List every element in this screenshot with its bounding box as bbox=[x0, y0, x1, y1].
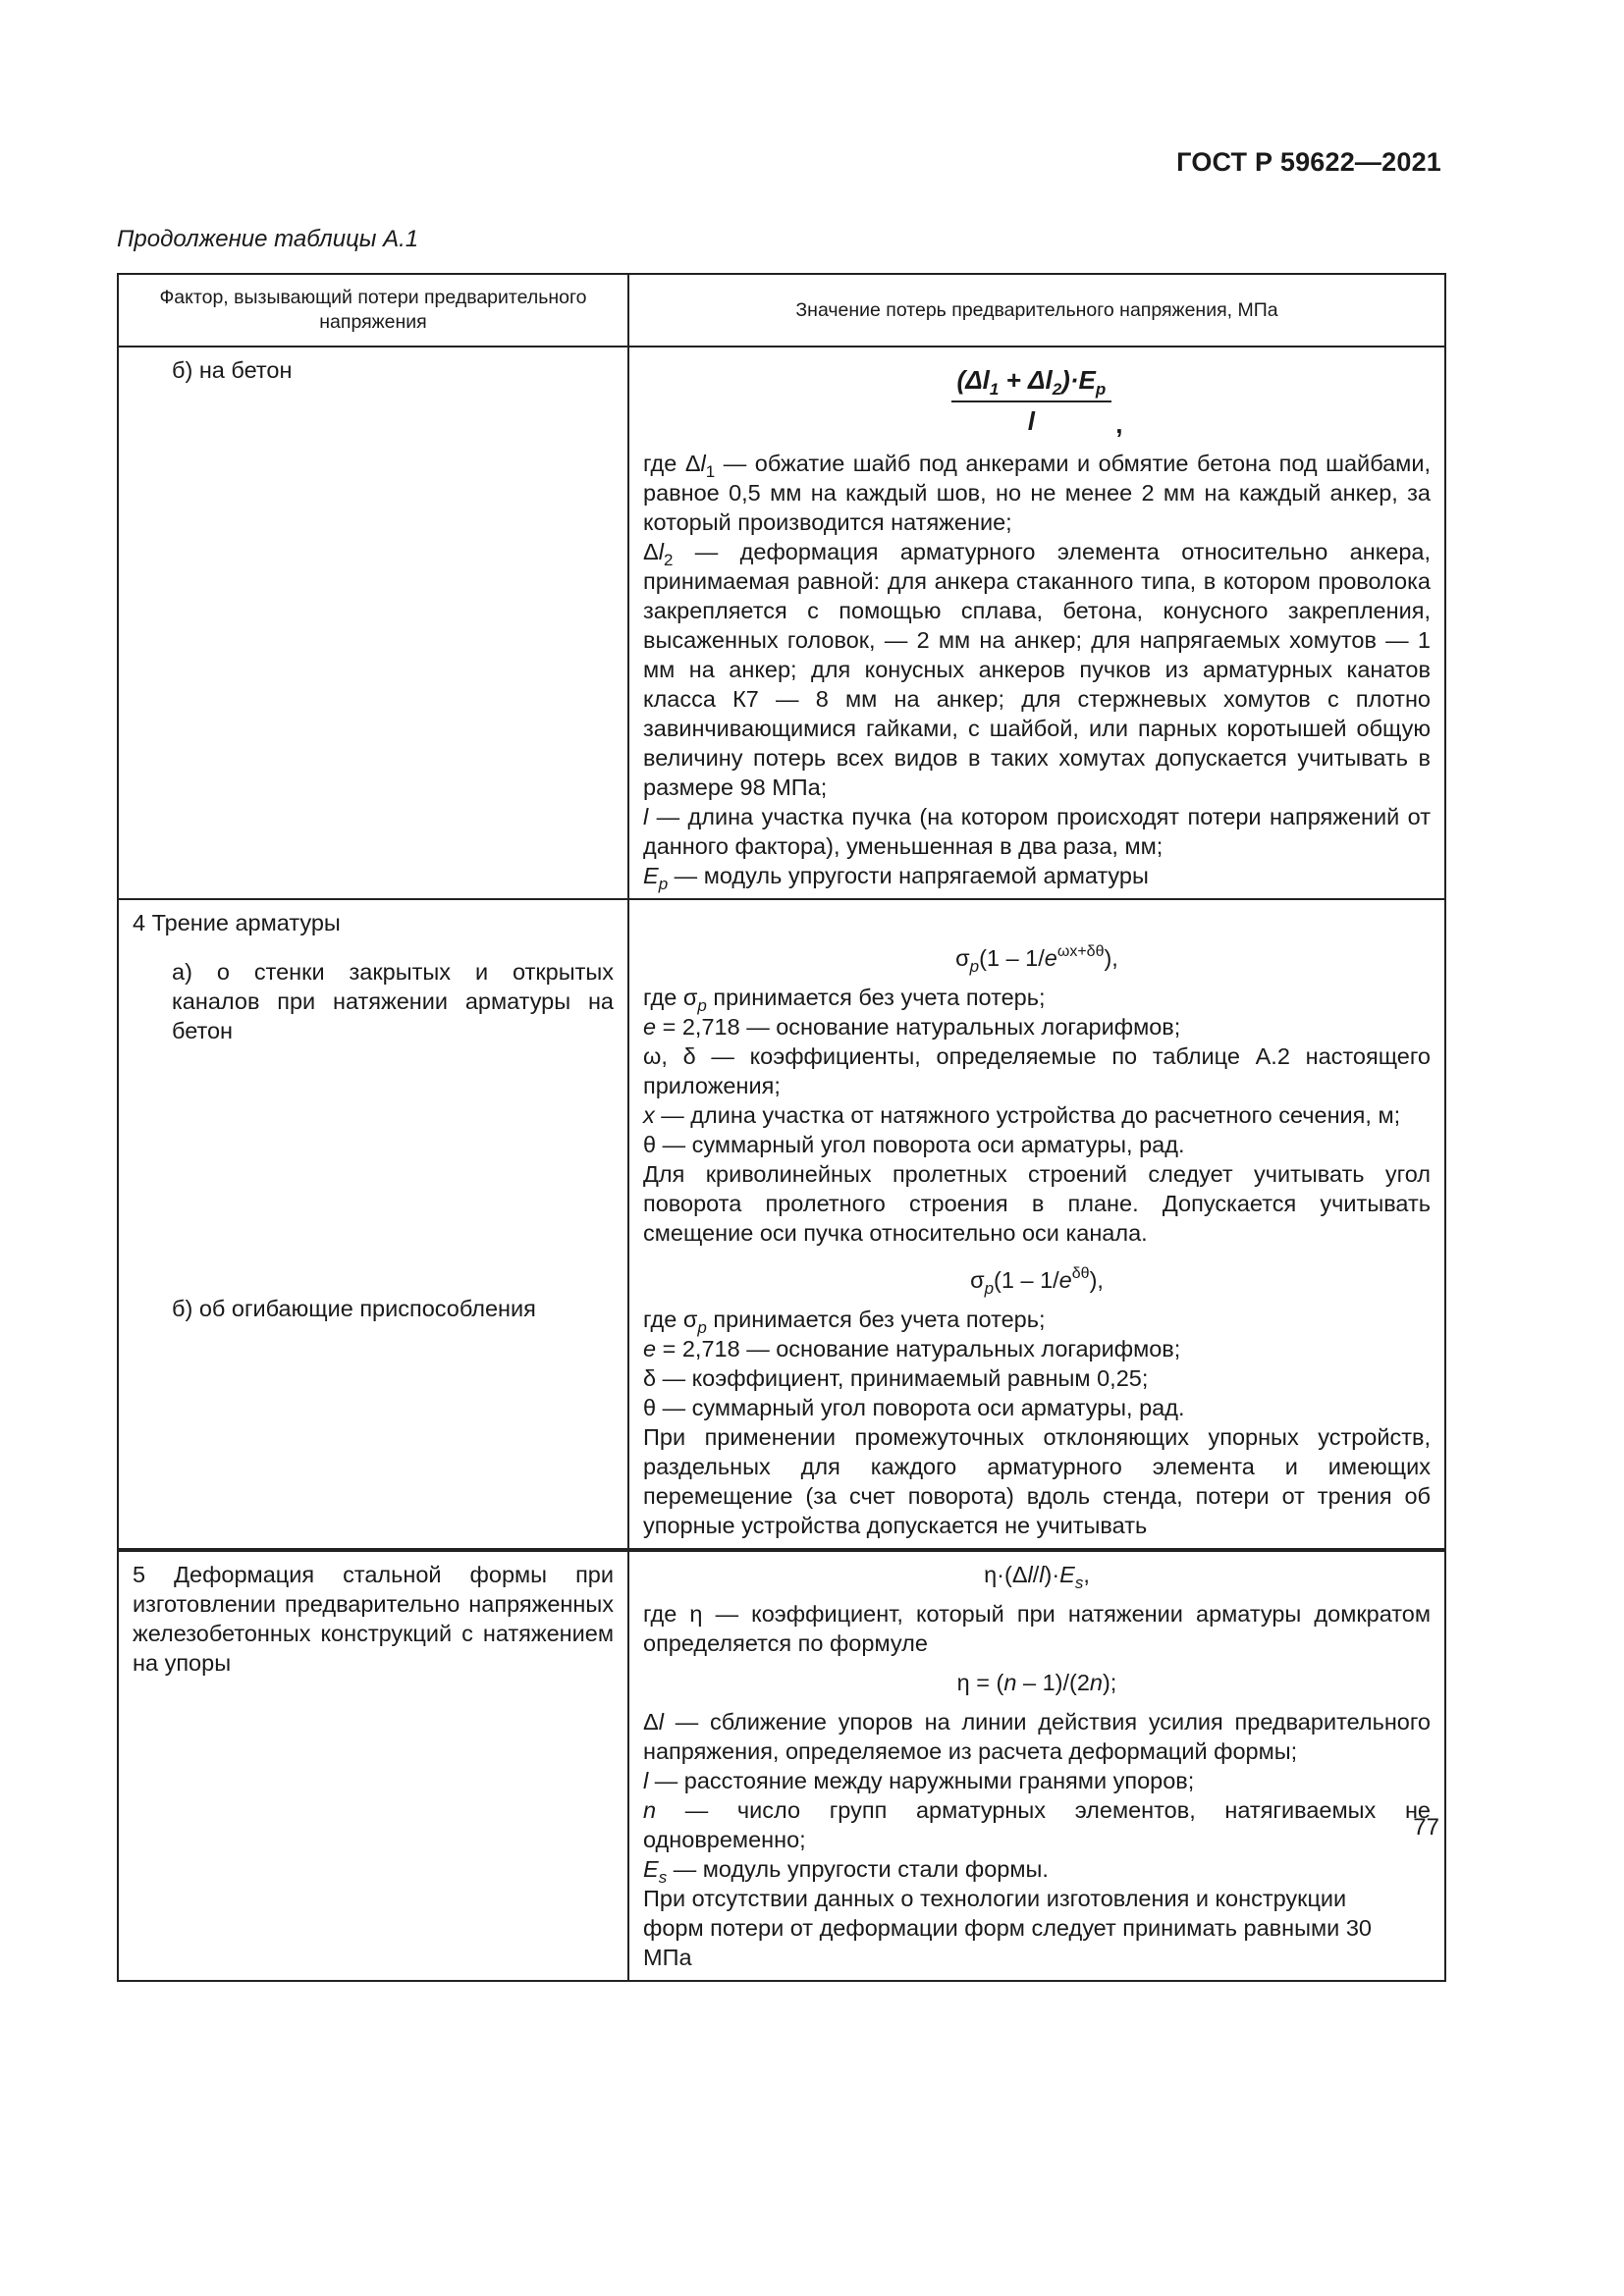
table-header-row bbox=[118, 274, 1445, 347]
factor-bending-devices: б) об огибающие приспособления bbox=[172, 1295, 536, 1321]
def-n: n — число групп арматурных элементов, натягиваемых не одновременно; bbox=[643, 1796, 1431, 1852]
factor-channel-walls: а) о стенки закрытых и открытых каналов при натяжении арматуры на бетон bbox=[172, 958, 614, 1043]
def-theta-2: θ — суммарный угол поворота оси арматуры, рад. bbox=[643, 1394, 1185, 1420]
def-e: e = 2,718 — основание натуральных логарифмов; bbox=[643, 1013, 1181, 1040]
factor-concrete: б) на бетон bbox=[172, 357, 293, 383]
table-caption: Продолжение таблицы А.1 bbox=[117, 226, 419, 252]
losses-table bbox=[117, 273, 1444, 1982]
factor-friction: 4 Трение арматуры bbox=[133, 909, 341, 935]
page-number: 77 bbox=[1413, 1814, 1439, 1841]
table-row bbox=[118, 1550, 1445, 1981]
table-row bbox=[118, 347, 1445, 899]
col-header-value: Значение потерь предварительного напряжения, МПа bbox=[628, 274, 1445, 347]
formula-anchor-loss: $\frac{(\Delta l_1 + \Delta l_2)\cdot E_p}{l}$ , bbox=[643, 361, 1431, 439]
def-sigma-p: где $\sigma_p$ принимается без учета потерь; bbox=[643, 984, 1046, 1015]
def-es: $E_s$ — модуль упругости стали формы. bbox=[643, 1855, 1049, 1887]
factor-cell bbox=[118, 347, 628, 899]
factor-cell bbox=[118, 899, 628, 1550]
def-l-stops: l — расстояние между наружными гранями упоров; bbox=[643, 1767, 1195, 1793]
note-no-data: При отсутствии данных о технологии изготовления и конструкции форм потери от деформации форм следует принимать равными 30 МПа bbox=[643, 1885, 1372, 1970]
col-header-factor: Фактор, вызывающий потери предварительного напряжения bbox=[118, 274, 628, 347]
formula-bending-friction: $\sigma_p(1 - 1/e^{\delta\theta})$, bbox=[970, 1264, 1104, 1298]
def-sigma-p-2: где $\sigma_p$ принимается без учета потерь; bbox=[643, 1306, 1046, 1337]
factor-cell bbox=[118, 1550, 628, 1981]
def-e-2: e = 2,718 — основание натуральных логарифмов; bbox=[643, 1335, 1181, 1362]
value-cell bbox=[628, 899, 1445, 1550]
note-curved-spans: Для криволинейных пролетных строений следует учитывать угол поворота пролетного строения в плане. Допускается учитывать смещение оси пучка относительно оси канала. bbox=[643, 1160, 1431, 1246]
def-dl1: где $\Delta l_1$ — обжатие шайб под анкерами и обмятие бетона под шайбами, равное 0,5 мм на каждый шов, но не менее 2 мм на каждый анкер, за который производится натяжение; bbox=[643, 450, 1431, 535]
formula-eta: η = (n – 1)/(2n); bbox=[956, 1669, 1117, 1695]
def-eta: где η — коэффициент, который при натяжении арматуры домкратом определяется по формуле bbox=[643, 1600, 1431, 1656]
def-delta-l: Δl — сближение упоров на линии действия усилия предварительного напряжения, определяемое из расчета деформаций формы; bbox=[643, 1708, 1431, 1764]
standard-code: ГОСТ Р 59622—2021 bbox=[1176, 147, 1441, 177]
def-delta: δ — коэффициент, принимаемый равным 0,25; bbox=[643, 1364, 1149, 1391]
def-x: x — длина участка от натяжного устройства до расчетного сечения, м; bbox=[643, 1101, 1401, 1128]
value-cell bbox=[628, 1550, 1445, 1981]
value-cell bbox=[628, 347, 1445, 899]
formula-channel-friction: $\sigma_p(1 - 1/e^{\omega x+\delta\theta})$, bbox=[955, 942, 1118, 976]
formula-form-deformation: $\eta\cdot(\Delta l/l)\cdot E_s$, bbox=[984, 1561, 1090, 1592]
table-row bbox=[118, 899, 1445, 1550]
def-theta: θ — суммарный угол поворота оси арматуры, рад. bbox=[643, 1131, 1185, 1157]
def-dl2: $\Delta l_2$ — деформация арматурного элемента относительно анкера, принимаемая равной: для анкера стаканного типа, в котором проволока закрепляется с помощью сплава, бетона, конусного закрепления, высаженных головок, — 2 мм на анкер; для напрягаемых хомутов — 1 мм на анкер; для конусных анкеров пучков из арматурных канатов класса К7 — 8 мм на анкер; для стержневых хомутов с плотно завинчивающимися гайками, с шайбой, или парных коротышей общую величину потерь всех видов в таких хомутах допускается учитывать в размере 98 МПа; bbox=[643, 538, 1431, 800]
def-ep: $E_p$ — модуль упругости напрягаемой арматуры bbox=[643, 862, 1149, 893]
def-omega-delta: ω, δ — коэффициенты, определяемые по таблице А.2 настоящего приложения; bbox=[643, 1042, 1431, 1098]
def-l: l — длина участка пучка (на котором происходят потери напряжений от данного фактора), уменьшенная в два раза, мм; bbox=[643, 803, 1431, 859]
note-deflecting-devices: При применении промежуточных отклоняющих упорных устройств, раздельных для каждого арматурного элемента и имеющих перемещение (за счет поворота) вдоль стенда, потери от трения об упорные устройства допускается не учитывать bbox=[643, 1423, 1431, 1538]
factor-form-deformation: 5 Деформация стальной формы при изготовлении предварительно напряженных железобетонных конструкций с натяжением на упоры bbox=[133, 1561, 614, 1676]
